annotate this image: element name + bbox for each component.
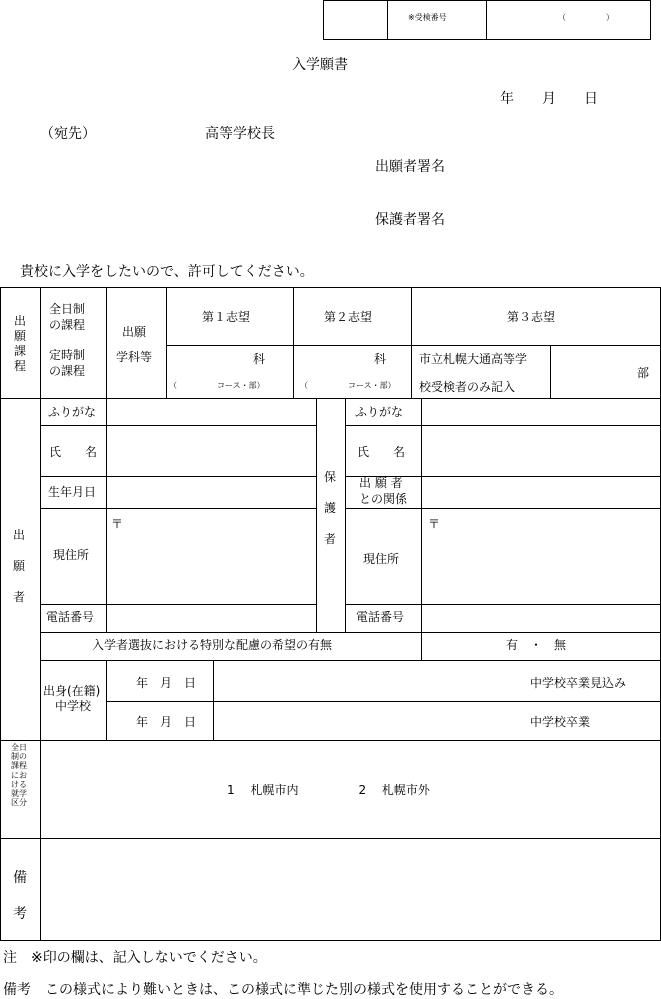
choice2-course-line: （ コース・部）	[300, 381, 396, 390]
applicant-field-divider	[106, 398, 107, 632]
choice3-bu: 部	[637, 366, 650, 380]
applicant-label-divider	[40, 398, 41, 740]
guardian-label-right	[345, 398, 346, 632]
origin-label-1: 出身(在籍)	[43, 684, 101, 698]
guardian-furigana-line	[345, 425, 661, 426]
special-consideration-options: 有 ・ 無	[506, 638, 567, 652]
receipt-number-label: ※受検番号	[408, 13, 447, 22]
bu-divider	[550, 345, 551, 398]
guardian-field-divider	[421, 398, 422, 660]
date-line: 年 月 日	[500, 91, 598, 107]
guardian-furigana-label: ふりがな	[355, 405, 404, 419]
applicant-signature-label: 出願者署名	[375, 159, 445, 175]
sapporo-note-2: 校受検者のみ記入	[419, 380, 516, 394]
origin-date-1: 年 月 日	[136, 676, 197, 690]
district-label: 全日制の課程における就学区分	[11, 743, 27, 808]
applicant-address-label: 現住所	[53, 548, 90, 562]
remarks-label: 備考	[13, 870, 27, 923]
phone-row-bottom	[40, 632, 661, 633]
origin-label-2: 中学校	[55, 699, 92, 713]
applicant-section-label: 出願者	[12, 528, 25, 605]
applicant-phone-label: 電話番号	[46, 610, 95, 624]
guardian-relation-line	[345, 508, 661, 509]
choice1-ka: 科	[253, 352, 266, 366]
origin-date-2: 年 月 日	[136, 715, 197, 729]
dept-label-2: 学科等	[116, 350, 153, 364]
applicant-furigana-line	[40, 425, 316, 426]
course-row-bottom	[0, 398, 661, 399]
addressee-principal: 高等学校長	[205, 126, 275, 142]
district-row-bottom	[0, 838, 661, 839]
guardian-address-line	[345, 604, 661, 605]
choice2-ka: 科	[374, 352, 387, 366]
parttime-course: 定時制の課程	[49, 348, 86, 378]
origin-date-divider	[213, 660, 214, 740]
choice1-course-line: （ コース・部）	[169, 381, 265, 390]
origin-graduated: 中学校卒業	[530, 715, 591, 729]
origin-mid-line	[106, 701, 661, 702]
origin-label-divider	[106, 660, 107, 740]
origin-row-bottom	[0, 740, 661, 741]
choice1-label: 第１志望	[202, 310, 251, 324]
applicant-name-label: 氏 名	[49, 445, 98, 459]
course-section-label: 出願課程	[13, 314, 26, 373]
applicant-address-line	[40, 604, 316, 605]
guardian-phone-label: 電話番号	[356, 610, 405, 624]
district-options: 1 札幌市内 2 札幌市外	[227, 783, 430, 797]
course-label-divider	[40, 287, 41, 398]
guardian-signature-label: 保護者署名	[375, 212, 445, 228]
footer-remark: 備考 この様式により難いときは、この様式に準じた別の様式を使用することができる。	[3, 982, 563, 998]
choice1-divider	[293, 287, 294, 398]
choice2-label: 第２志望	[324, 310, 373, 324]
origin-expected: 中学校卒業見込み	[530, 676, 627, 690]
guardian-address-label: 現住所	[363, 552, 400, 566]
guardian-label-left	[316, 398, 317, 632]
district-label-divider	[40, 740, 41, 941]
guardian-postal-mark: 〒	[428, 517, 441, 531]
receipt-divider-1	[387, 0, 388, 40]
special-row-bottom	[40, 660, 661, 661]
applicant-furigana-label: ふりがな	[48, 405, 97, 419]
dept-label-divider	[166, 287, 167, 398]
applicant-name-line	[40, 476, 316, 477]
applicant-birth-line	[40, 508, 316, 509]
sapporo-note-1: 市立札幌大通高等学	[419, 352, 528, 366]
guardian-section-label: 保護者	[323, 470, 336, 547]
request-text: 貴校に入学をしたいので、許可してください。	[20, 264, 314, 280]
guardian-relation-1: 出 願 者	[359, 476, 403, 490]
choice-header-line	[166, 345, 661, 346]
choice3-label: 第３志望	[507, 310, 556, 324]
guardian-relation-2: との関係	[359, 492, 408, 506]
special-consideration-label: 入学者選抜における特別な配慮の希望の有無	[92, 638, 333, 652]
receipt-number-paren: （ ）	[558, 13, 614, 22]
footer-note: 注 ※印の欄は、記入しないでください。	[3, 950, 267, 966]
dept-label-1: 出願	[122, 325, 147, 339]
applicant-birthdate-label: 生年月日	[48, 485, 97, 499]
addressee-prefix: （宛先）	[40, 126, 96, 142]
receipt-divider-2	[486, 0, 487, 40]
guardian-name-label: 氏 名	[357, 445, 406, 459]
course-type-divider	[106, 287, 107, 398]
choice2-divider	[411, 287, 412, 398]
fulltime-course: 全日制の課程	[49, 302, 86, 332]
form-title: 入学願書	[292, 57, 348, 73]
applicant-postal-mark: 〒	[111, 517, 124, 531]
